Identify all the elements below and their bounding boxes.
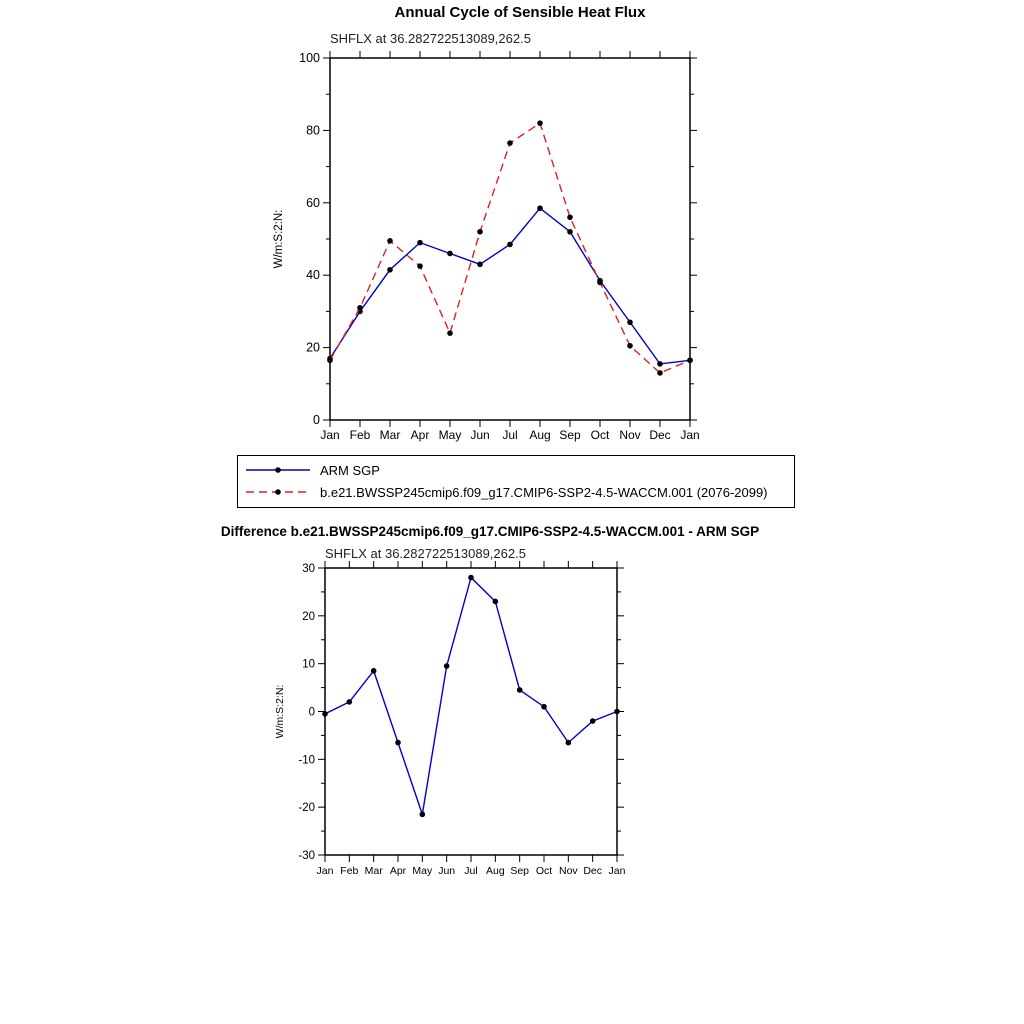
svg-text:Jul: Jul: [502, 428, 518, 442]
svg-text:-20: -20: [298, 802, 315, 815]
svg-text:Aug: Aug: [529, 428, 551, 442]
top-chart-plot: [240, 50, 820, 452]
x-axis: [317, 561, 626, 877]
y-axis-label: W/m:S:2:N:: [274, 684, 286, 739]
bottom-chart-plot: [240, 560, 700, 895]
legend-item-1: [244, 481, 786, 503]
svg-text:Aug: Aug: [485, 865, 505, 877]
svg-text:0: 0: [308, 706, 315, 719]
svg-text:Dec: Dec: [649, 428, 671, 442]
svg-text:100: 100: [299, 51, 320, 65]
plot-frame: [330, 58, 690, 420]
series-line-0: [325, 578, 617, 815]
svg-text:0: 0: [313, 413, 320, 427]
svg-text:May: May: [412, 865, 433, 877]
y-axis-label: W/m:S:2:N:: [273, 209, 285, 269]
svg-text:80: 80: [306, 123, 320, 138]
top-chart-subtitle: SHFLX at 36.282722513089,262.5: [330, 31, 531, 46]
svg-text:20: 20: [306, 340, 320, 355]
series-line-1: [330, 123, 690, 373]
svg-text:40: 40: [306, 268, 320, 283]
series-markers-1: [327, 120, 693, 375]
svg-text:Jun: Jun: [438, 865, 456, 877]
svg-text:Apr: Apr: [410, 428, 430, 442]
svg-text:20: 20: [302, 610, 315, 623]
svg-text:Jan: Jan: [680, 428, 700, 442]
series-markers-0: [327, 205, 693, 366]
svg-text:10: 10: [302, 658, 315, 671]
svg-text:30: 30: [302, 563, 315, 575]
svg-text:Feb: Feb: [340, 865, 359, 877]
legend-rows: [244, 459, 786, 503]
series-markers-0: [322, 575, 620, 817]
svg-text:May: May: [438, 428, 462, 442]
y-axis: [299, 51, 697, 427]
y-axis: [298, 563, 624, 862]
svg-text:Apr: Apr: [389, 865, 407, 877]
legend-sample-line-1: [244, 485, 314, 499]
bottom-chart-title: Difference b.e21.BWSSP245cmip6.f09_g17.CMIP6-SSP2-4.5-WACCM.001 - ARM SGP: [220, 524, 760, 539]
svg-text:Jan: Jan: [320, 428, 340, 442]
bottom-chart-subtitle: SHFLX at 36.282722513089,262.5: [325, 546, 526, 561]
top-chart-title: Annual Cycle of Sensible Heat Flux: [394, 4, 646, 21]
svg-text:Nov: Nov: [619, 428, 641, 442]
svg-text:Jul: Jul: [464, 865, 478, 877]
legend-sample-line-0: [244, 463, 314, 477]
svg-text:Feb: Feb: [349, 428, 371, 442]
svg-text:Mar: Mar: [364, 865, 383, 877]
svg-text:Jun: Jun: [470, 428, 490, 442]
svg-text:Oct: Oct: [535, 865, 553, 877]
legend-item-0: [244, 459, 786, 481]
svg-text:Sep: Sep: [510, 865, 530, 877]
svg-text:Mar: Mar: [379, 428, 401, 442]
legend-box: [237, 455, 795, 508]
svg-text:-10: -10: [298, 754, 315, 767]
svg-text:Dec: Dec: [583, 865, 603, 877]
svg-text:Jan: Jan: [316, 865, 334, 877]
svg-text:Jan: Jan: [608, 865, 626, 877]
legend-label-1: b.e21.BWSSP245cmip6.f09_g17.CMIP6-SSP2-4.5-WACCM.001 (2076-2099): [320, 484, 768, 500]
series-line-0: [330, 208, 690, 364]
legend-label-0: ARM SGP: [320, 462, 380, 478]
svg-text:-30: -30: [298, 850, 315, 862]
svg-text:Oct: Oct: [590, 428, 610, 442]
svg-text:Nov: Nov: [558, 865, 578, 877]
svg-text:Sep: Sep: [559, 428, 581, 442]
svg-text:60: 60: [306, 195, 320, 210]
plot-frame: [325, 568, 617, 855]
